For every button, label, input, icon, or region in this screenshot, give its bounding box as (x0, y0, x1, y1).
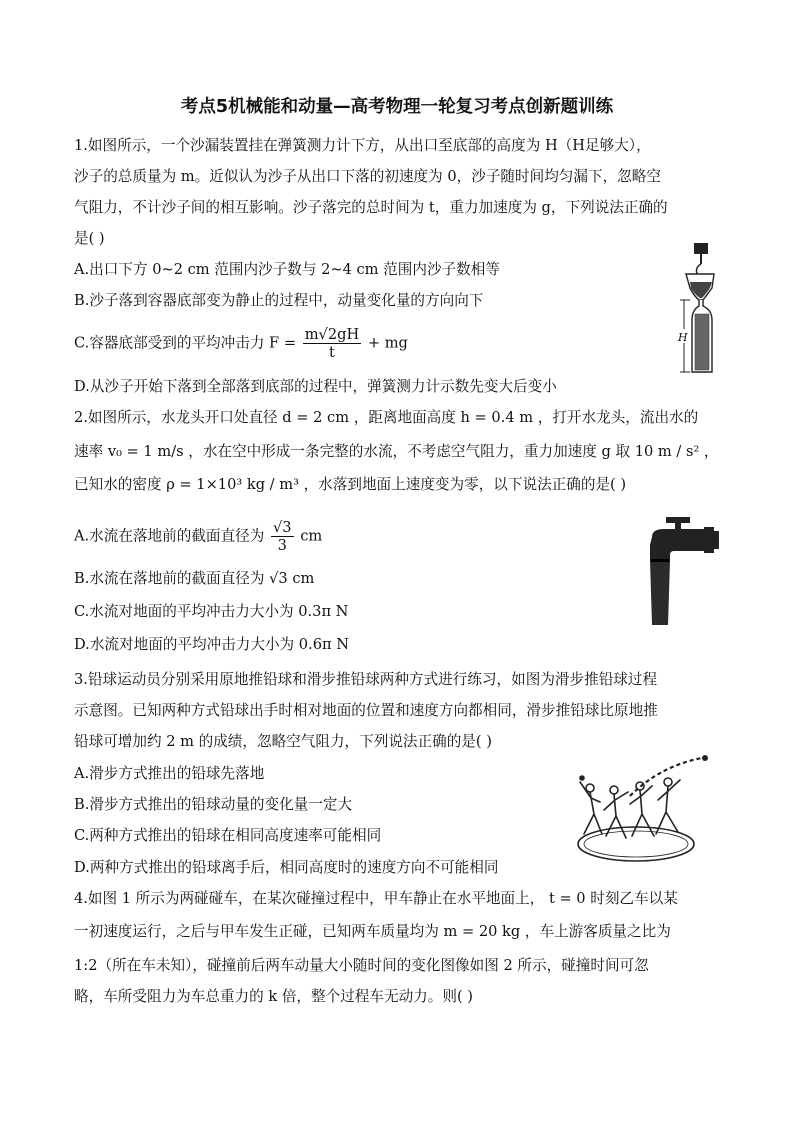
q1-option-c-suffix: + mg (367, 334, 408, 352)
q3-option-c: C.两种方式推出的铅球在相同高度速率可能相同 (74, 827, 382, 844)
q4-stem-line-2: 一初速度运行，之后与甲车发生正碰，已知两车质量均为 m = 20 kg ，车上游客质量之比为 (74, 923, 671, 940)
q2-option-c: C.水流对地面的平均冲击力大小为 0.3π N (74, 603, 349, 620)
q2-option-a-denominator: 3 (277, 537, 287, 554)
q3-option-b: B.滑步方式推出的铅球动量的变化量一定大 (74, 796, 353, 813)
q1-option-d: D.从沙子开始下落到全部落到底部的过程中，弹簧测力计示数先变大后变小 (74, 378, 557, 395)
q1-stem-line-3: 气阻力，不计沙子间的相互影响。沙子落完的总时间为 t，重力加速度为 g，下列说法正确的 (74, 199, 668, 216)
q2-stem-line-2: 速率 v₀ = 1 m/s ，水在空中形成一条完整的水流，不考虑空气阻力，重力加速度 g 取 10 m / s² ， (74, 443, 719, 460)
q2-option-a-prefix: A.水流在落地前的截面直径为 (74, 527, 265, 545)
q1-option-c-denominator: t (329, 344, 335, 361)
q3-stem-line-2: 示意图。已知两种方式铅球出手时相对地面的位置和速度方向都相同，滑步推铅球比原地推 (74, 702, 658, 719)
q4-stem-line-4: 略，车所受阻力为车总重力的 k 倍，整个过程车无动力。则( ) (74, 988, 473, 1005)
q1-stem-line-2: 沙子的总质量为 m。近似认为沙子从出口下落的初速度为 0，沙子随时间均匀漏下，忽略空 (74, 168, 661, 185)
q2-stem-line-3: 已知水的密度 ρ = 1×10³ kg / m³ ，水落到地面上速度变为零，以下说法正确的是( ) (74, 476, 627, 493)
q2-option-a-suffix: cm (300, 527, 323, 545)
q1-option-c-numerator: m√2gH (304, 326, 360, 343)
q2-stem-line-1: 2.如图所示，水龙头开口处直径 d = 2 cm ，距离地面高度 h = 0.4 m ，打开水龙头，流出水的 (74, 409, 699, 426)
hourglass-figure (672, 242, 722, 378)
q4-stem-line-1: 4.如图 1 所示为两碰碰车，在某次碰撞过程中，甲车静止在水平地面上， t = 0 时刻乙车以某 (74, 890, 678, 907)
q3-stem-line-1: 3.铅球运动员分别采用原地推铅球和滑步推铅球两种方式进行练习，如图为滑步推铅球过程 (74, 671, 658, 688)
q1-option-c-fraction (303, 326, 362, 361)
q1-option-b: B.沙子落到容器底部变为静止的过程中，动量变化量的方向向下 (74, 292, 484, 309)
q1-option-a: A.出口下方 0~2 cm 范围内沙子数与 2~4 cm 范围内沙子数相等 (74, 261, 500, 278)
q1-stem-line-1: 1.如图所示，一个沙漏装置挂在弹簧测力计下方，从出口至底部的高度为 H（H足够大）， (74, 137, 651, 154)
q1-stem-line-4: 是( ) (74, 230, 105, 247)
page-title: 考点5机械能和动量—高考物理一轮复习考点创新题训练 (180, 97, 614, 117)
shot-put-figure (570, 752, 726, 866)
q2-option-b: B.水流在落地前的截面直径为 √3 cm (74, 570, 315, 587)
q3-option-d: D.两种方式推出的铅球离手后，相同高度时的速度方向不可能相同 (74, 859, 499, 876)
q1-option-c-prefix: C.容器底部受到的平均冲击力 F = (74, 334, 297, 352)
hourglass-height-label: H (678, 331, 688, 344)
q3-option-a: A.滑步方式推出的铅球先落地 (74, 765, 265, 782)
q1-option-c (74, 326, 408, 361)
q2-option-a-numerator: √3 (272, 519, 292, 536)
q2-option-d: D.水流对地面的平均冲击力大小为 0.6π N (74, 636, 349, 653)
q2-option-a-fraction (271, 519, 294, 554)
q4-stem-line-3: 1:2（所在车未知），碰撞前后两车动量大小随时间的变化图像如图 2 所示，碰撞时间可忽 (74, 957, 649, 974)
faucet-figure (634, 515, 720, 627)
q3-stem-line-3: 铅球可增加约 2 m 的成绩，忽略空气阻力，下列说法正确的是( ) (74, 733, 492, 750)
q2-option-a (74, 519, 322, 554)
